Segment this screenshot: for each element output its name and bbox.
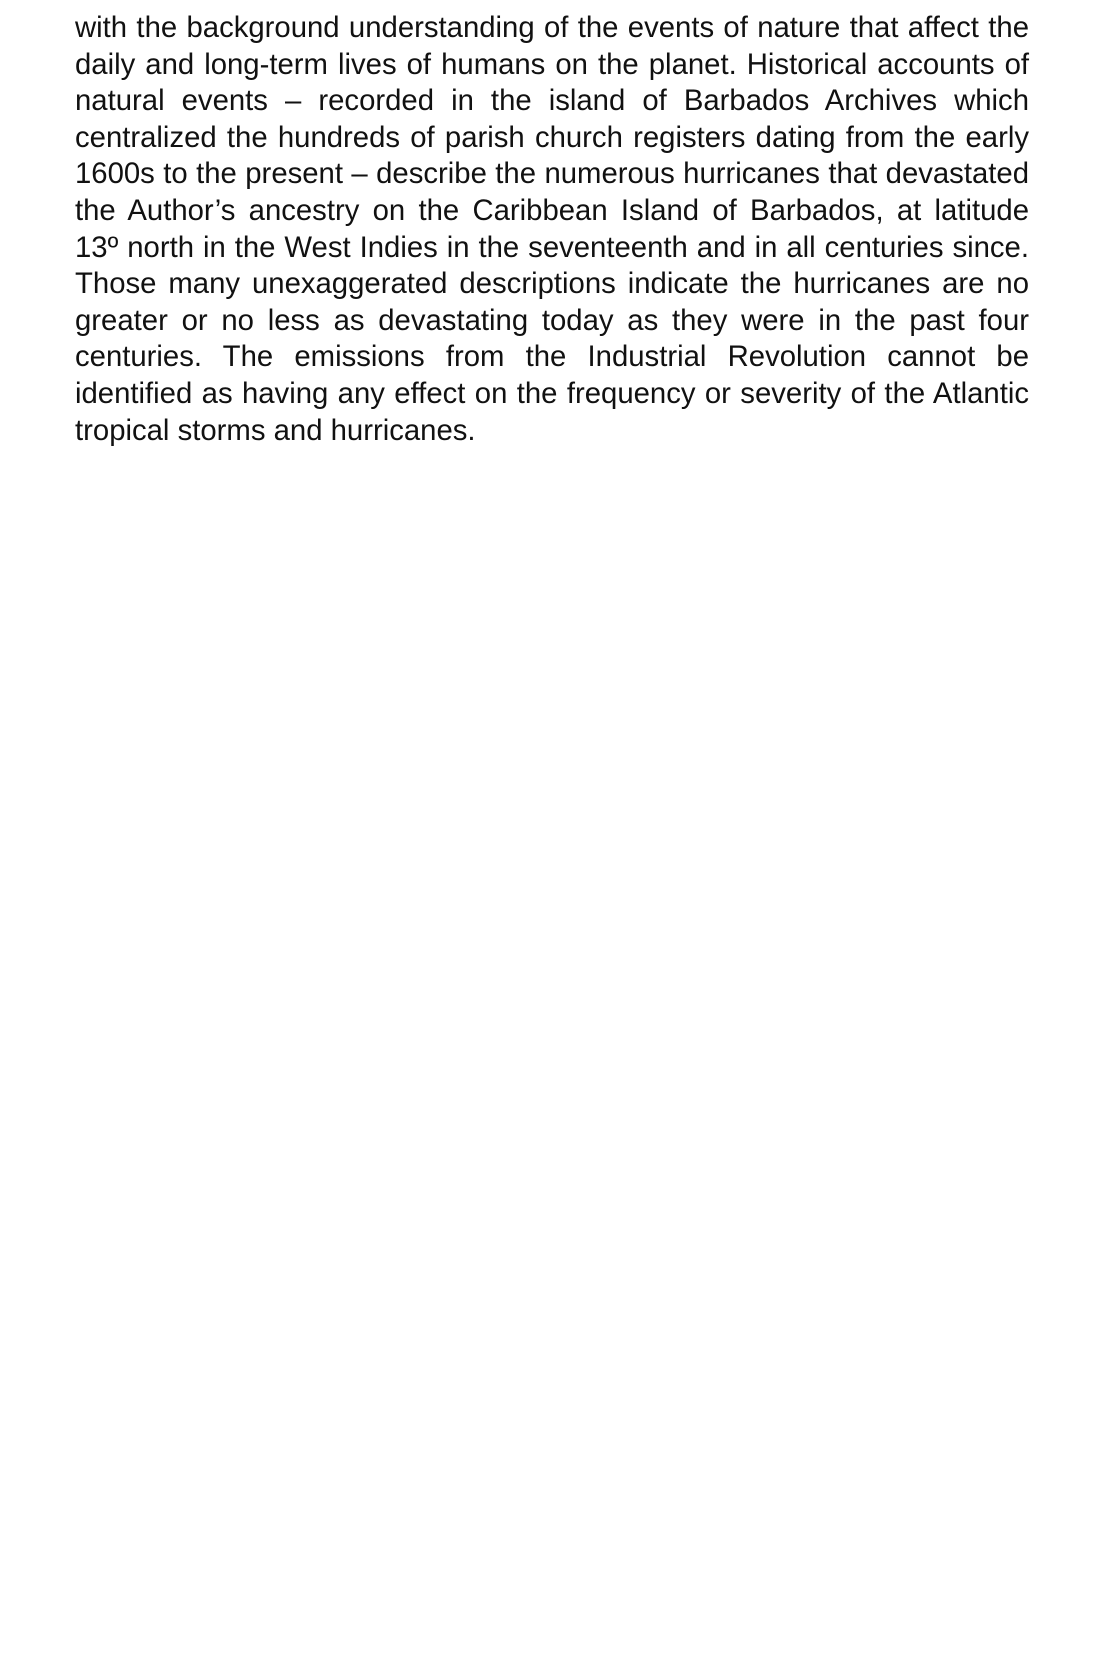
body-paragraph: with the background understanding of the events of nature that affect the daily and long-term lives of humans on the planet. Historical accounts of natural events – recorded in the island of Barbados Archives which centralized the hundreds of parish church registers dating from the early 1600s to the present – describe the numerous hurricanes that devastated the Author’s ancestry on the Caribbean Island of Barbados, at latitude 13º north in the West Indies in the seventeenth and in all centuries since. Those many unexaggerated descriptions indicate the hurricanes are no greater or no less as devastating today as they were in the past four centuries. The emissions from the Industrial Revolution cannot be identified as having any effect on the frequency or severity of the Atlantic tropical storms and hurricanes. [75, 11, 1029, 447]
